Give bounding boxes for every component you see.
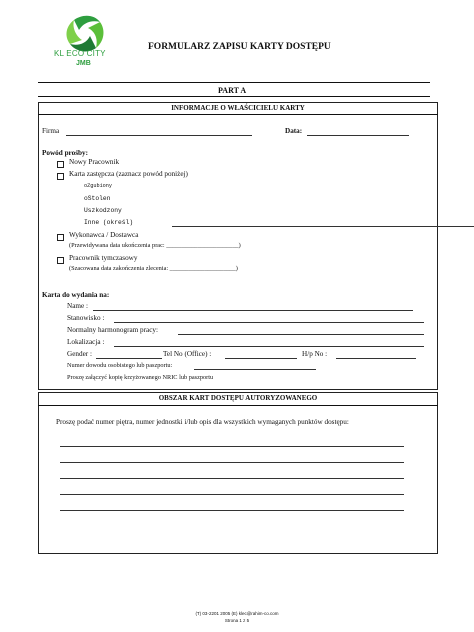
name-label: Name :	[67, 302, 88, 310]
access-instruction: Proszę podać numer piętra, numer jednostki i/lub opis dla wszystkich wymaganych punktów dostępu:	[56, 418, 349, 426]
hp-label: H/p No :	[302, 350, 328, 358]
lost-option[interactable]: oZgubiony	[84, 183, 113, 189]
reason-label: Powód prośby:	[42, 149, 88, 157]
schedule-field[interactable]	[178, 334, 424, 335]
firma-field[interactable]	[66, 135, 252, 136]
data-label: Data:	[285, 127, 303, 135]
access-line[interactable]	[60, 494, 404, 495]
contractor-label: Wykonawca / Dostawca	[69, 231, 139, 239]
tel-label: Tel No (Office) :	[163, 350, 212, 358]
page-title: FORMULARZ ZAPISU KARTY DOSTĘPU	[148, 42, 331, 52]
schedule-label: Normalny harmonogram pracy:	[67, 326, 159, 334]
contractor-checkbox[interactable]	[57, 234, 64, 241]
location-field[interactable]	[114, 346, 424, 347]
temp-worker-note: (Szacowana data zakończenia zlecenia: _____________________)	[69, 265, 238, 272]
access-section-heading: OBSZAR KART DOSTĘPU AUTORYZOWANEGO	[158, 394, 318, 402]
new-employee-label: Nowy Pracownik	[69, 158, 120, 166]
divider	[38, 82, 430, 83]
tel-field[interactable]	[225, 358, 297, 359]
gender-field[interactable]	[96, 358, 162, 359]
other-specify-field[interactable]	[172, 226, 474, 227]
temp-worker-label: Pracownik tymczasowy	[69, 254, 138, 262]
logo-sub: JMB	[76, 60, 91, 67]
data-field[interactable]	[307, 135, 409, 136]
id-field[interactable]	[194, 369, 316, 370]
card-for-label: Karta do wydania na:	[42, 291, 110, 299]
access-line[interactable]	[60, 478, 404, 479]
replacement-checkbox[interactable]	[57, 173, 64, 180]
footer-page: Strona 1 z 5	[224, 618, 250, 623]
temp-worker-checkbox[interactable]	[57, 257, 64, 264]
location-label: Lokalizacja :	[67, 338, 105, 346]
access-line[interactable]	[60, 446, 404, 447]
access-line[interactable]	[60, 462, 404, 463]
hp-field[interactable]	[336, 358, 416, 359]
access-section	[38, 392, 438, 554]
replacement-label: Karta zastępcza (zaznacz powód poniżej)	[69, 170, 188, 178]
gender-label: Gender :	[67, 350, 92, 358]
new-employee-checkbox[interactable]	[57, 161, 64, 168]
logo-name: KL ECO CITY	[54, 49, 106, 58]
stolen-option[interactable]: oStolen	[84, 195, 111, 202]
other-option[interactable]: Inne (określ)	[84, 219, 134, 226]
position-label: Stanowisko :	[67, 314, 105, 322]
name-field[interactable]	[93, 310, 413, 311]
divider	[38, 405, 438, 406]
firma-label: Firma	[42, 127, 60, 135]
attach-note: Proszę załączyć kopię krzyżowanego NRIC lub paszportu	[67, 374, 214, 381]
divider	[38, 96, 430, 97]
access-line[interactable]	[60, 510, 404, 511]
divider	[38, 114, 438, 115]
position-field[interactable]	[114, 322, 424, 323]
part-label: PART A	[218, 86, 247, 95]
damaged-option[interactable]: Uszkodzony	[84, 207, 122, 214]
id-label: Numer dowodu osobistego lub paszportu:	[67, 362, 173, 369]
contractor-note: (Przewidywana data ukończenia prac: _______________________)	[69, 242, 241, 249]
owner-section-heading: INFORMACJE O WŁAŚCICIELU KARTY	[171, 104, 305, 112]
footer-contact: (T) 03-2201 2005 (E) klec@rahim-co.com	[195, 611, 279, 616]
